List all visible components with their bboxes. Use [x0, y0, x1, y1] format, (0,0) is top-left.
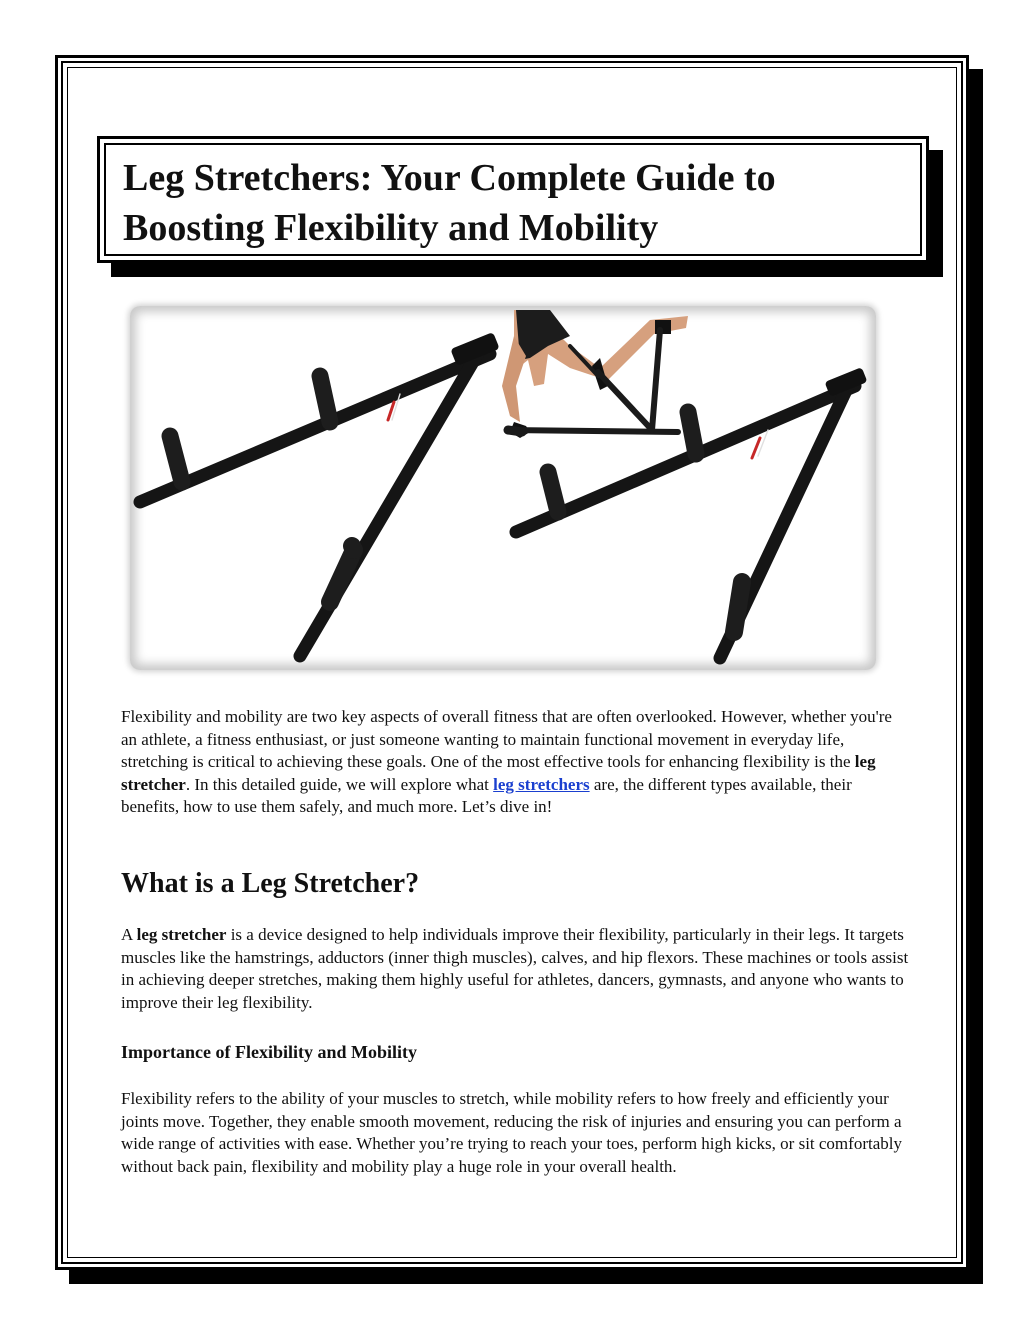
- hero-image: [130, 306, 876, 670]
- what-is-lead: A: [121, 925, 137, 944]
- right-stretcher: [516, 367, 868, 658]
- leg-stretchers-link[interactable]: leg stretchers: [493, 774, 590, 794]
- intro-text-part1: Flexibility and mobility are two key aspects of overall fitness that are often overlooked. However, whether you're an athlete, a fitness enthusiast, or just someone wanting to maintain functional movement in everyday life, stretching is critical to achieving these goals. One of the most effective tools for enhancing flexibility is the: [121, 707, 892, 771]
- leg-stretcher-illustration: [130, 306, 876, 670]
- intro-bold-term: leg stretcher: [121, 752, 876, 794]
- section-heading-what-is: What is a Leg Stretcher?: [121, 868, 420, 899]
- what-is-bold-term: leg stretcher: [136, 925, 227, 944]
- left-stretcher: [140, 332, 500, 656]
- what-is-paragraph: [121, 924, 911, 1014]
- section-heading-importance: Importance of Flexibility and Mobility: [121, 1042, 417, 1062]
- intro-paragraph: [121, 706, 911, 819]
- importance-paragraph: Flexibility refers to the ability of your muscles to stretch, while mobility refers to how freely and efficiently your joints move. Together, they enable smooth movement, reducing the risk of injuries and ensuring you can perform a wide range of activities with ease. Whether you’re trying to reach your toes, perform high kicks, or sit comfortably without back pain, flexibility and mobility play a huge role in your overall health.: [121, 1089, 902, 1176]
- intro-text-part2: . In this detailed guide, we will explore what: [185, 774, 494, 794]
- intro-text-part3: are, the different types available, their benefits, how to use them safely, and much more. Let’s dive in!: [121, 774, 852, 816]
- what-is-rest: is a device designed to help individuals improve their flexibility, particularly in their legs. It targets muscles like the hamstrings, adductors (inner thigh muscles), calves, and hip flexors. These machines or tools assist in achieving deeper stretches, making them highly useful for athletes, dancers, gymnasts, and anyone who wants to improve their leg flexibility.: [121, 925, 909, 1012]
- page-title: Leg Stretchers: Your Complete Guide to Boosting Flexibility and Mobility: [123, 157, 776, 249]
